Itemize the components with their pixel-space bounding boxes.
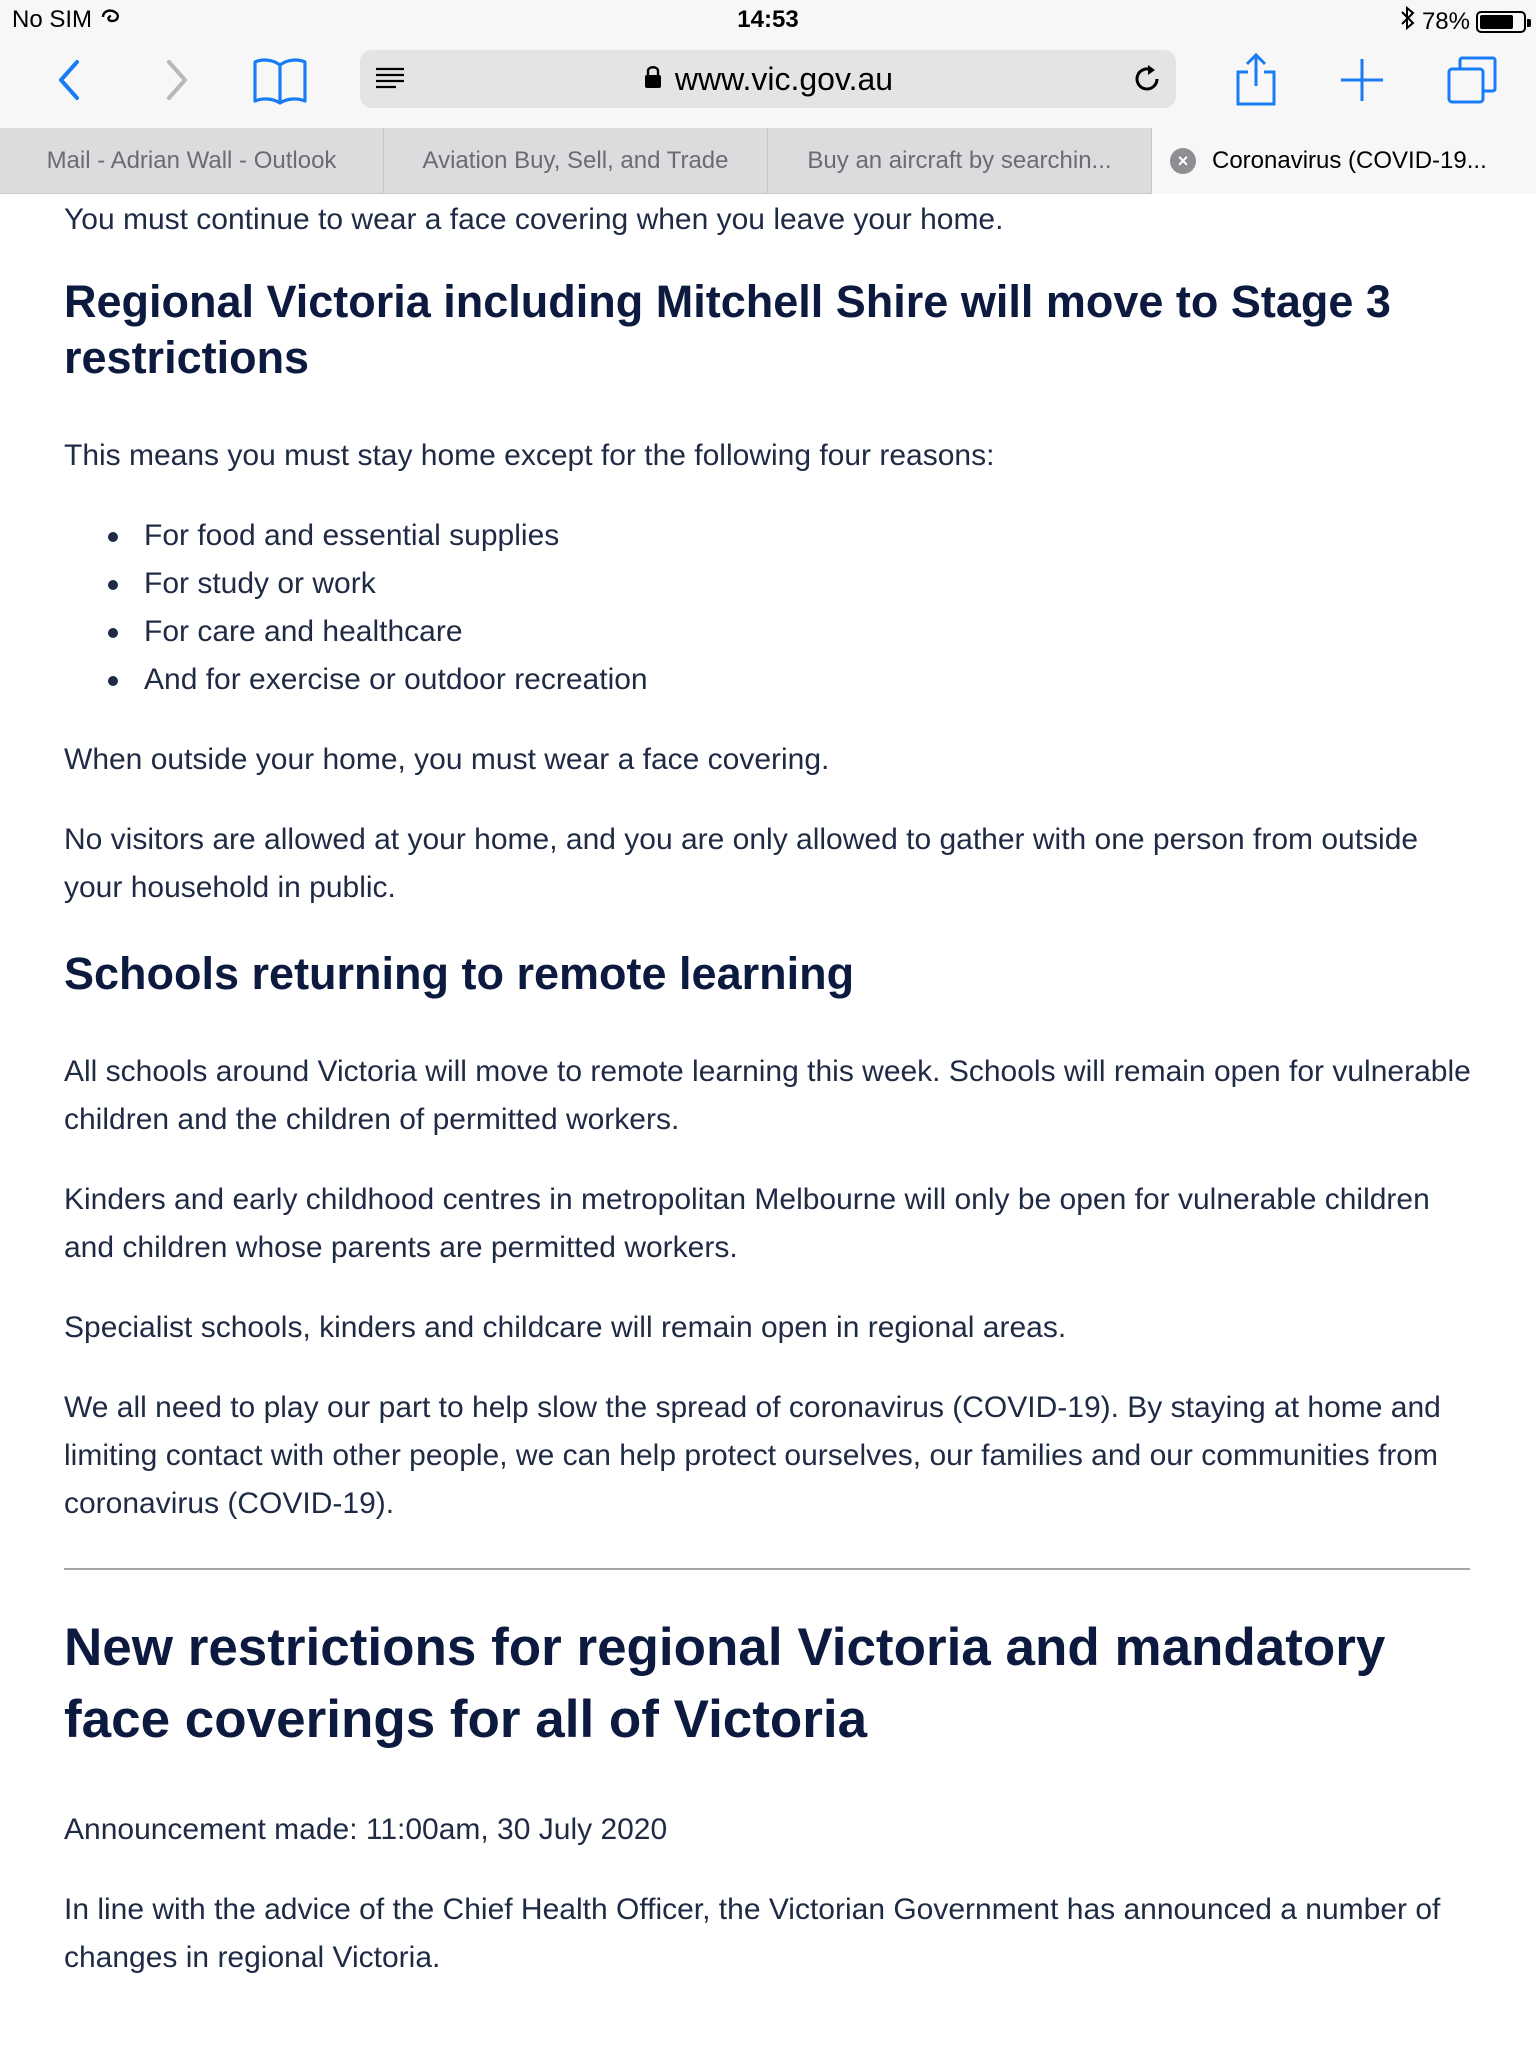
url-text: www.vic.gov.au [674,60,894,97]
schools-paragraph-1: All schools around Victoria will move to remote learning this week. Schools will remain open for vulnerable children and the children of permitted workers. [64,1055,1471,1136]
tab-label: Buy an aircraft by searchin... [807,147,1112,174]
bookmarks-button[interactable] [248,50,312,114]
regional-lead: This means you must stay home except for the following four reasons: [64,439,995,472]
lock-icon [643,61,663,98]
intro-paragraph: You must continue to wear a face covering when you leave your home. [64,203,1004,236]
bookmarks-icon [252,55,308,110]
advice-paragraph: In line with the advice of the Chief Health Officer, the Victorian Government has announced a number of changes in regional Victoria. [64,1893,1441,1974]
address-bar[interactable] [360,50,1176,108]
reload-icon[interactable] [1130,62,1164,101]
face-covering-paragraph: When outside your home, you must wear a face covering. [64,743,830,776]
tab-strip [0,128,1536,194]
tab-buy-aircraft[interactable] [768,128,1152,194]
status-right [1400,6,1526,37]
section-divider [64,1568,1470,1570]
schools-heading: Schools returning to remote learning [64,948,855,999]
list-item: For food and essential supplies [108,512,1484,560]
back-icon [55,58,85,107]
new-tab-button[interactable] [1330,50,1394,114]
browser-toolbar [0,40,1536,128]
new-restrictions-heading: New restrictions for regional Victoria and mandatory face coverings for all of Victoria [64,1618,1386,1749]
tab-label: Aviation Buy, Sell, and Trade [422,147,729,174]
battery-level [1480,15,1513,29]
battery-percent: 78% [1421,7,1470,35]
list-item: For care and healthcare [108,608,1484,656]
announcement-date: Announcement made: 11:00am, 30 July 2020 [64,1813,668,1846]
schools-paragraph-2: Kinders and early childhood centres in metropolitan Melbourne will only be open for vulnerable children and children whose parents are permitted workers. [64,1183,1430,1264]
back-button[interactable] [38,50,102,114]
status-time: 14:53 [737,6,799,33]
forward-icon [161,58,191,107]
status-bar [0,0,1536,40]
bluetooth-icon [1400,6,1416,37]
battery-nub [1527,19,1531,27]
tabs-icon [1446,55,1498,110]
tab-mail-outlook[interactable] [0,128,384,194]
new-tab-icon [1339,57,1385,108]
list-item: And for exercise or outdoor recreation [108,656,1484,704]
tabs-overview-button[interactable] [1440,50,1504,114]
tab-coronavirus[interactable] [1152,128,1536,194]
schools-paragraph-4: We all need to play our part to help slow the spread of coronavirus (COVID-19). By staying at home and limiting contact with other people, we can help protect ourselves, our families and our communities from coronavirus (COVID-19). [64,1391,1441,1520]
list-item: For study or work [108,560,1484,608]
tab-label: Coronavirus (COVID-19... [1212,147,1487,174]
tab-aviation[interactable] [384,128,768,194]
reasons-list [64,512,1484,704]
schools-paragraph-3: Specialist schools, kinders and childcare will remain open in regional areas. [64,1311,1067,1344]
share-icon [1234,52,1278,113]
battery-icon [1476,11,1526,33]
carrier-label: No SIM [12,6,93,33]
tab-label: Mail - Adrian Wall - Outlook [46,147,337,174]
forward-button[interactable] [144,50,208,114]
share-button[interactable] [1224,50,1288,114]
regional-heading: Regional Victoria including Mitchell Shire will move to Stage 3 restrictions [64,276,1391,383]
url-display[interactable] [360,50,1176,108]
page-content [64,194,1484,1982]
visitors-paragraph: No visitors are allowed at your home, and you are only allowed to gather with one person from outside your household in public. [64,823,1419,904]
close-tab-icon[interactable]: × [1170,148,1196,174]
